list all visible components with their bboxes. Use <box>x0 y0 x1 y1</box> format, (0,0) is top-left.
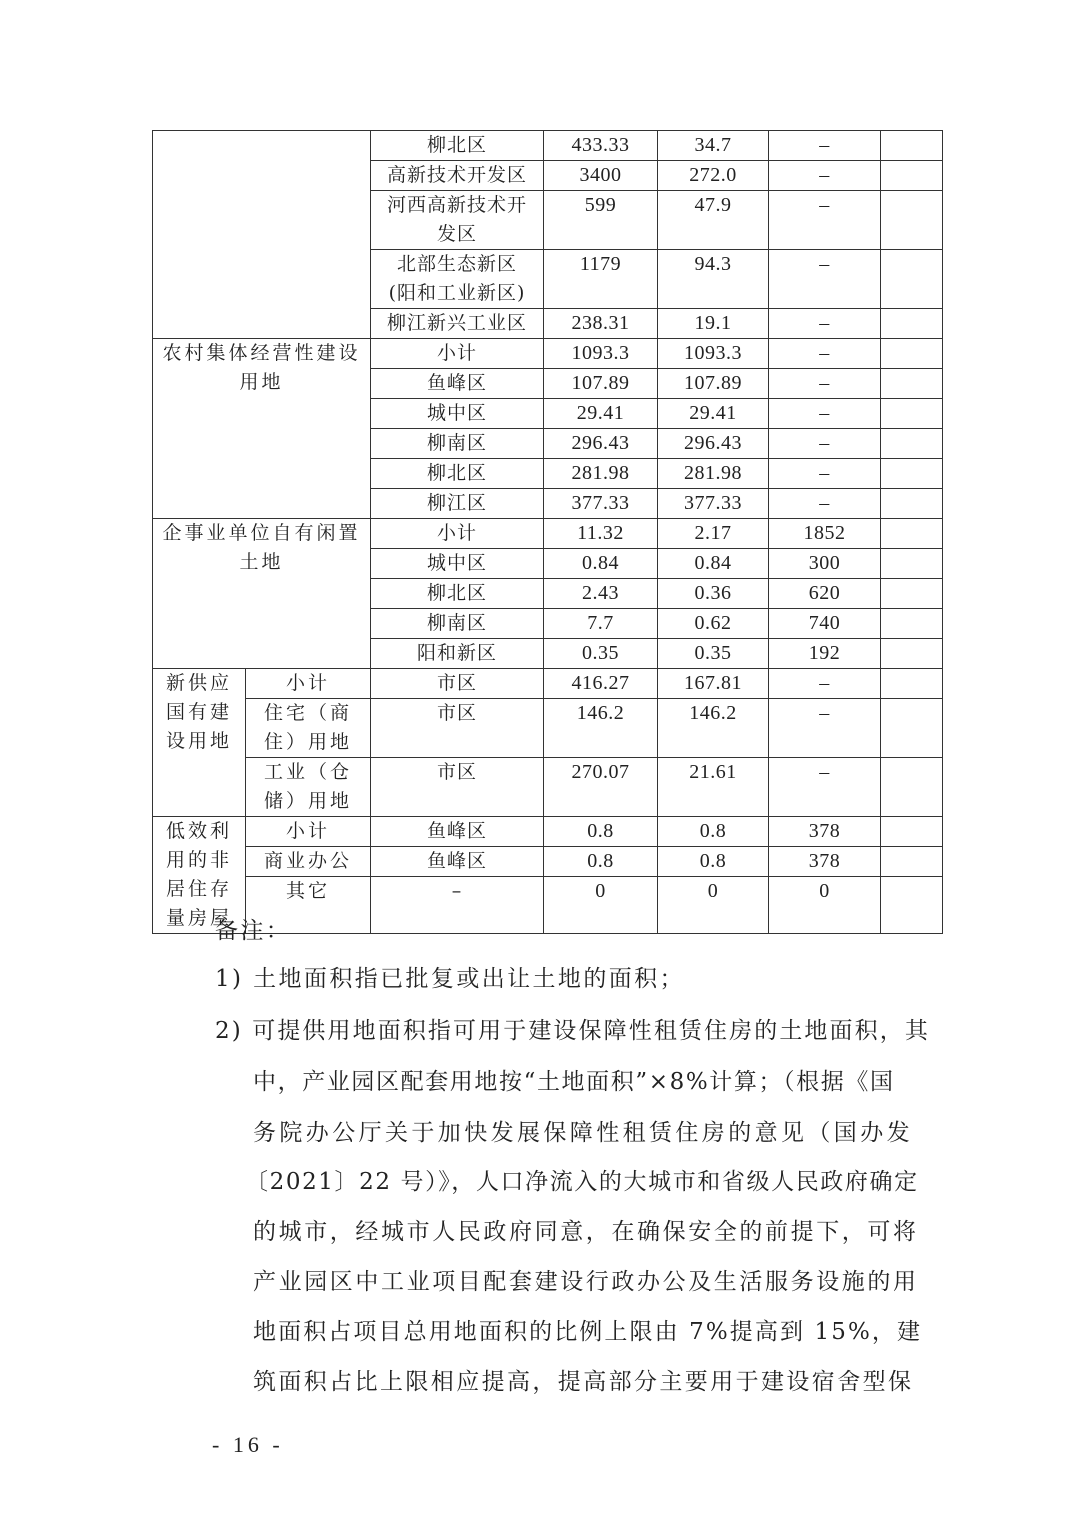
page-number: - 16 - <box>212 1432 284 1457</box>
note-cell <box>881 399 943 429</box>
note-cell <box>881 309 943 339</box>
note-cell <box>881 817 943 847</box>
land-area-cell: 2.43 <box>544 579 658 609</box>
area-cell: 柳南区 <box>371 609 544 639</box>
type-cell: 其它 <box>246 877 371 934</box>
count-cell: – <box>769 758 881 817</box>
note-line: 务院办公厅关于加快发展保障性租赁住房的意见（国办发 <box>253 1120 913 1146</box>
note-cell <box>881 459 943 489</box>
category-cell: 新供应国有建设用地 <box>153 669 246 817</box>
usable-area-cell: 167.81 <box>658 669 769 699</box>
note-cell <box>881 489 943 519</box>
table-row <box>153 847 943 877</box>
count-cell: – <box>769 191 881 250</box>
note-cell <box>881 639 943 669</box>
land-area-cell: 29.41 <box>544 399 658 429</box>
count-cell: – <box>769 399 881 429</box>
table-row <box>153 669 943 699</box>
area-cell: 市区 <box>371 699 544 758</box>
usable-area-cell: 19.1 <box>658 309 769 339</box>
usable-area-cell: 47.9 <box>658 191 769 250</box>
count-cell: 740 <box>769 609 881 639</box>
usable-area-cell: 0.84 <box>658 549 769 579</box>
count-cell: 620 <box>769 579 881 609</box>
usable-area-cell: 29.41 <box>658 399 769 429</box>
note-line: 地面积占项目总用地面积的比例上限由 7%提高到 15%，建 <box>253 1319 923 1345</box>
note-cell <box>881 339 943 369</box>
note-cell <box>881 609 943 639</box>
category-cell: 企事业单位自有闲置土地 <box>153 519 371 669</box>
area-cell: 小计 <box>371 339 544 369</box>
usable-area-cell: 107.89 <box>658 369 769 399</box>
note-cell <box>881 549 943 579</box>
table-row <box>153 131 943 161</box>
area-cell: 城中区 <box>371 549 544 579</box>
area-cell: 鱼峰区 <box>371 369 544 399</box>
land-area-cell: 270.07 <box>544 758 658 817</box>
table-row <box>153 817 943 847</box>
count-cell: 1852 <box>769 519 881 549</box>
land-area-cell: 0.8 <box>544 847 658 877</box>
category-cell: 农村集体经营性建设用地 <box>153 339 371 519</box>
area-cell: – <box>371 877 544 934</box>
note-line: 的城市，经城市人民政府同意，在确保安全的前提下，可将 <box>253 1219 919 1245</box>
area-cell: 北部生态新区(阳和工业新区) <box>371 250 544 309</box>
count-cell: – <box>769 369 881 399</box>
land-area-cell: 599 <box>544 191 658 250</box>
land-area-cell: 3400 <box>544 161 658 191</box>
land-area-cell: 238.31 <box>544 309 658 339</box>
count-cell: – <box>769 339 881 369</box>
note-cell <box>881 250 943 309</box>
table-row <box>153 699 943 758</box>
note-cell <box>881 429 943 459</box>
land-area-cell: 281.98 <box>544 459 658 489</box>
note-cell <box>881 191 943 250</box>
count-cell: 378 <box>769 817 881 847</box>
type-cell: 工业（仓储）用地 <box>246 758 371 817</box>
note-line: 产业园区中工业项目配套建设行政办公及生活服务设施的用 <box>253 1269 919 1295</box>
count-cell: – <box>769 250 881 309</box>
usable-area-cell: 2.17 <box>658 519 769 549</box>
area-cell: 小计 <box>371 519 544 549</box>
count-cell: – <box>769 699 881 758</box>
usable-area-cell: 0 <box>658 877 769 934</box>
count-cell: – <box>769 459 881 489</box>
land-area-cell: 296.43 <box>544 429 658 459</box>
table-row <box>153 339 943 369</box>
area-cell: 鱼峰区 <box>371 847 544 877</box>
usable-area-cell: 281.98 <box>658 459 769 489</box>
usable-area-cell: 21.61 <box>658 758 769 817</box>
count-cell: 378 <box>769 847 881 877</box>
area-cell: 柳北区 <box>371 579 544 609</box>
area-cell: 市区 <box>371 758 544 817</box>
type-cell: 小计 <box>246 817 371 847</box>
type-cell: 商业办公 <box>246 847 371 877</box>
land-area-cell: 0.35 <box>544 639 658 669</box>
count-cell: – <box>769 489 881 519</box>
land-area-cell: 1093.3 <box>544 339 658 369</box>
count-cell: – <box>769 309 881 339</box>
note-cell <box>881 877 943 934</box>
note-line: 筑面积占比上限相应提高，提高部分主要用于建设宿舍型保 <box>253 1369 914 1395</box>
count-cell: – <box>769 131 881 161</box>
note-line: 〔2021〕22 号）》，人口净流入的大城市和省级人民政府确定 <box>245 1169 919 1195</box>
usable-area-cell: 94.3 <box>658 250 769 309</box>
land-area-cell: 433.33 <box>544 131 658 161</box>
type-cell: 小计 <box>246 669 371 699</box>
category-cell: 低效利用的非居住存量房屋 <box>153 817 246 934</box>
type-cell: 住宅（商住）用地 <box>246 699 371 758</box>
note-cell <box>881 758 943 817</box>
land-area-cell: 0 <box>544 877 658 934</box>
usable-area-cell: 1093.3 <box>658 339 769 369</box>
area-cell: 市区 <box>371 669 544 699</box>
table-row <box>153 758 943 817</box>
note-line: 2) 可提供用地面积指可用于建设保障性租赁住房的土地面积，其 <box>215 1018 930 1044</box>
land-area-cell: 11.32 <box>544 519 658 549</box>
count-cell: – <box>769 669 881 699</box>
usable-area-cell: 0.8 <box>658 847 769 877</box>
note-cell <box>881 519 943 549</box>
note-cell <box>881 847 943 877</box>
usable-area-cell: 296.43 <box>658 429 769 459</box>
usable-area-cell: 272.0 <box>658 161 769 191</box>
note-cell <box>881 579 943 609</box>
area-cell: 柳江区 <box>371 489 544 519</box>
area-cell: 柳南区 <box>371 429 544 459</box>
area-cell: 鱼峰区 <box>371 817 544 847</box>
note-cell <box>881 369 943 399</box>
usable-area-cell: 146.2 <box>658 699 769 758</box>
land-area-cell: 416.27 <box>544 669 658 699</box>
land-area-cell: 377.33 <box>544 489 658 519</box>
count-cell: – <box>769 161 881 191</box>
note-cell <box>881 131 943 161</box>
usable-area-cell: 34.7 <box>658 131 769 161</box>
usable-area-cell: 0.62 <box>658 609 769 639</box>
note-line: 1) 土地面积指已批复或出让土地的面积； <box>215 966 685 992</box>
land-area-cell: 107.89 <box>544 369 658 399</box>
note-cell <box>881 161 943 191</box>
land-area-cell: 7.7 <box>544 609 658 639</box>
count-cell: – <box>769 429 881 459</box>
count-cell: 192 <box>769 639 881 669</box>
area-cell: 柳江新兴工业区 <box>371 309 544 339</box>
land-area-cell: 0.8 <box>544 817 658 847</box>
note-cell <box>881 699 943 758</box>
land-area-cell: 1179 <box>544 250 658 309</box>
land-supply-table <box>152 130 943 934</box>
land-area-cell: 146.2 <box>544 699 658 758</box>
area-cell: 柳北区 <box>371 459 544 489</box>
usable-area-cell: 0.36 <box>658 579 769 609</box>
category-cell-empty <box>153 131 371 339</box>
area-cell: 城中区 <box>371 399 544 429</box>
area-cell: 阳和新区 <box>371 639 544 669</box>
area-cell: 河西高新技术开发区 <box>371 191 544 250</box>
note-cell <box>881 669 943 699</box>
notes-heading: 备注： <box>215 918 292 944</box>
land-area-cell: 0.84 <box>544 549 658 579</box>
usable-area-cell: 377.33 <box>658 489 769 519</box>
table-row <box>153 519 943 549</box>
usable-area-cell: 0.8 <box>658 817 769 847</box>
note-line: 中，产业园区配套用地按“土地面积”×8%计算；（根据《国 <box>253 1069 895 1095</box>
count-cell: 300 <box>769 549 881 579</box>
area-cell: 高新技术开发区 <box>371 161 544 191</box>
usable-area-cell: 0.35 <box>658 639 769 669</box>
area-cell: 柳北区 <box>371 131 544 161</box>
count-cell: 0 <box>769 877 881 934</box>
